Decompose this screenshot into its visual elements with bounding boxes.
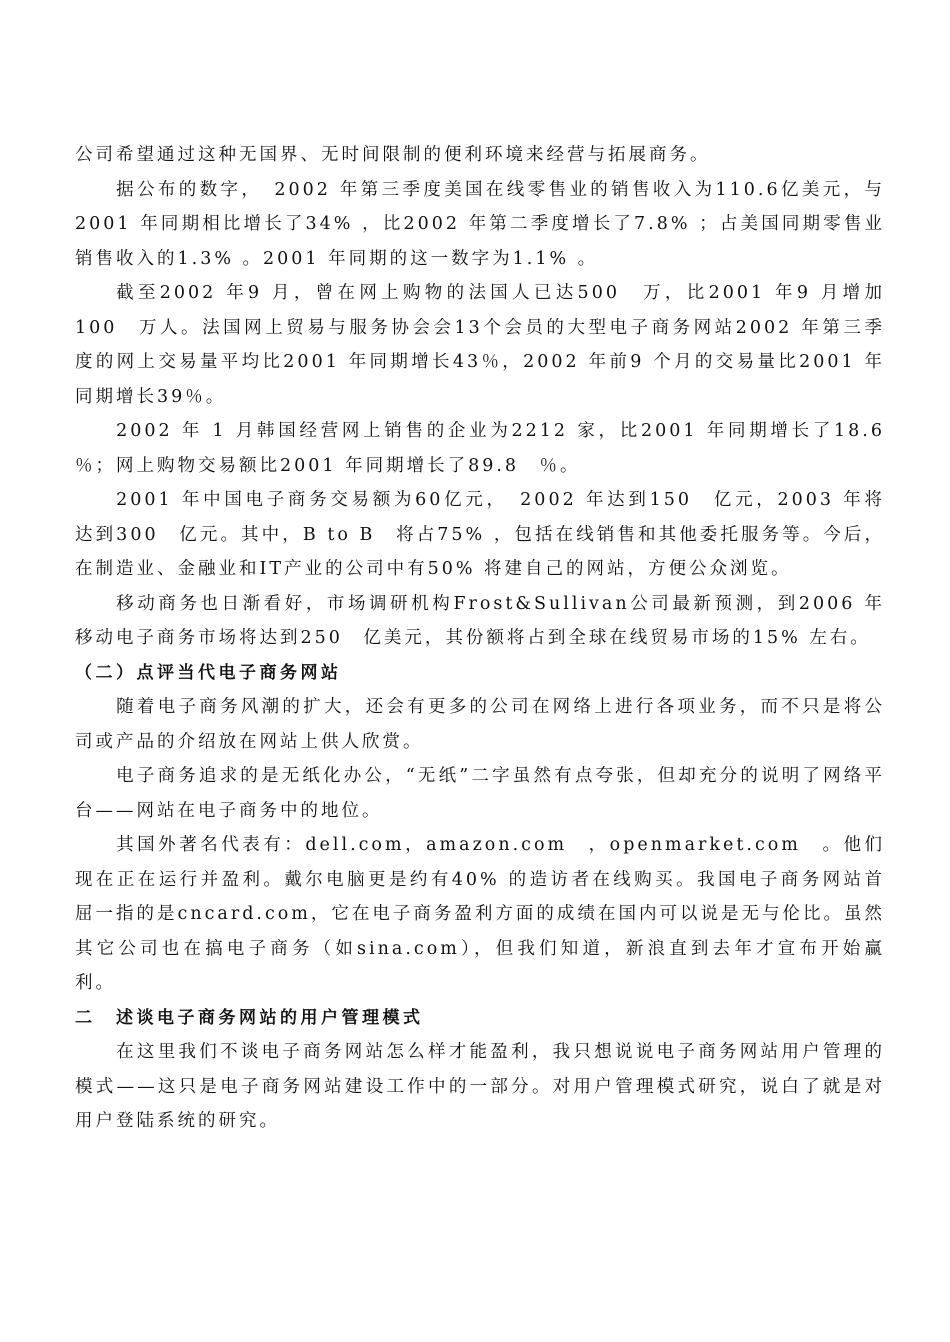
section-heading-user-management: 二 述谈电子商务网站的用户管理模式: [75, 1007, 424, 1028]
paragraph-france-online-shopping: 截至2002 年9 月，曾在网上购物的法国人已达500 万，比2001 年9 月增加100 万人。法国网上贸易与服务协会会13个会员的大型电子商务网站2002 年第三季度的网上交易量平均比2001 年同期增长43％，2002 年前9 个月的交易量比2001 年同期增长39％。: [75, 283, 885, 407]
section-heading-review-websites: （二）点评当代电子商务网站: [75, 662, 342, 683]
paragraph-us-online-retail: 据公布的数字， 2002 年第三季度美国在线零售业的销售收入为110.6亿美元，与2001 年同期相比增长了34% ，比2002 年第二季度增长了7.8% ；占美国同期零售业销售收入的1.3% 。2001 年同期的这一数字为1.1% 。: [75, 179, 885, 269]
paragraph-intro-continued: 公司希望通过这种无国界、无时间限制的便利环境来经营与拓展商务。: [75, 145, 711, 165]
paragraph-paperless-office: 电子商务追求的是无纸化办公，“无纸”二字虽然有点夸张，但却充分的说明了网络平台——网站在电子商务中的地位。: [75, 766, 885, 821]
document-body: [75, 138, 906, 1139]
paragraph-korea-online-sales: 2002 年 1 月韩国经营网上销售的企业为2212 家，比2001 年同期增长了18.6 ％；网上购物交易额比2001 年同期增长了89.8 ％。: [75, 421, 906, 476]
paragraph-famous-websites: 其国外著名代表有：dell.com，amazon.com ，openmarket.com 。他们现在正在运行并盈利。戴尔电脑更是约有40% 的造访者在线购买。我国电子商务网站首屈一指的是cncard.com，它在电子商务盈利方面的成绩在国内可以说是无与伦比。虽然其它公司也在搞电子商务（如sina.com），但我们知道，新浪直到去年才宣布开始赢利。: [75, 835, 885, 993]
paragraph-user-login-system: 在这里我们不谈电子商务网站怎么样才能盈利，我只想说说电子商务网站用户管理的模式——这只是电子商务网站建设工作中的一部分。对用户管理模式研究，说白了就是对用户登陆系统的研究。: [75, 1042, 885, 1131]
paragraph-mobile-commerce: 移动商务也日渐看好，市场调研机构Frost&Sullivan公司最新预测，到2006 年移动电子商务市场将达到250 亿美元，其份额将占到全球在线贸易市场的15% 左右。: [75, 593, 885, 648]
paragraph-china-ecommerce: 2001 年中国电子商务交易额为60亿元， 2002 年达到150 亿元，2003 年将达到300 亿元。其中，B to B 将占75% ，包括在线销售和其他委托服务等。今后，在制造业、金融业和IT产业的公司中有50% 将建自己的网站，方便公众浏览。: [75, 490, 885, 579]
paragraph-ecommerce-expansion: 随着电子商务风潮的扩大，还会有更多的公司在网络上进行各项业务，而不只是将公司或产品的介绍放在网站上供人欣赏。: [75, 697, 885, 752]
